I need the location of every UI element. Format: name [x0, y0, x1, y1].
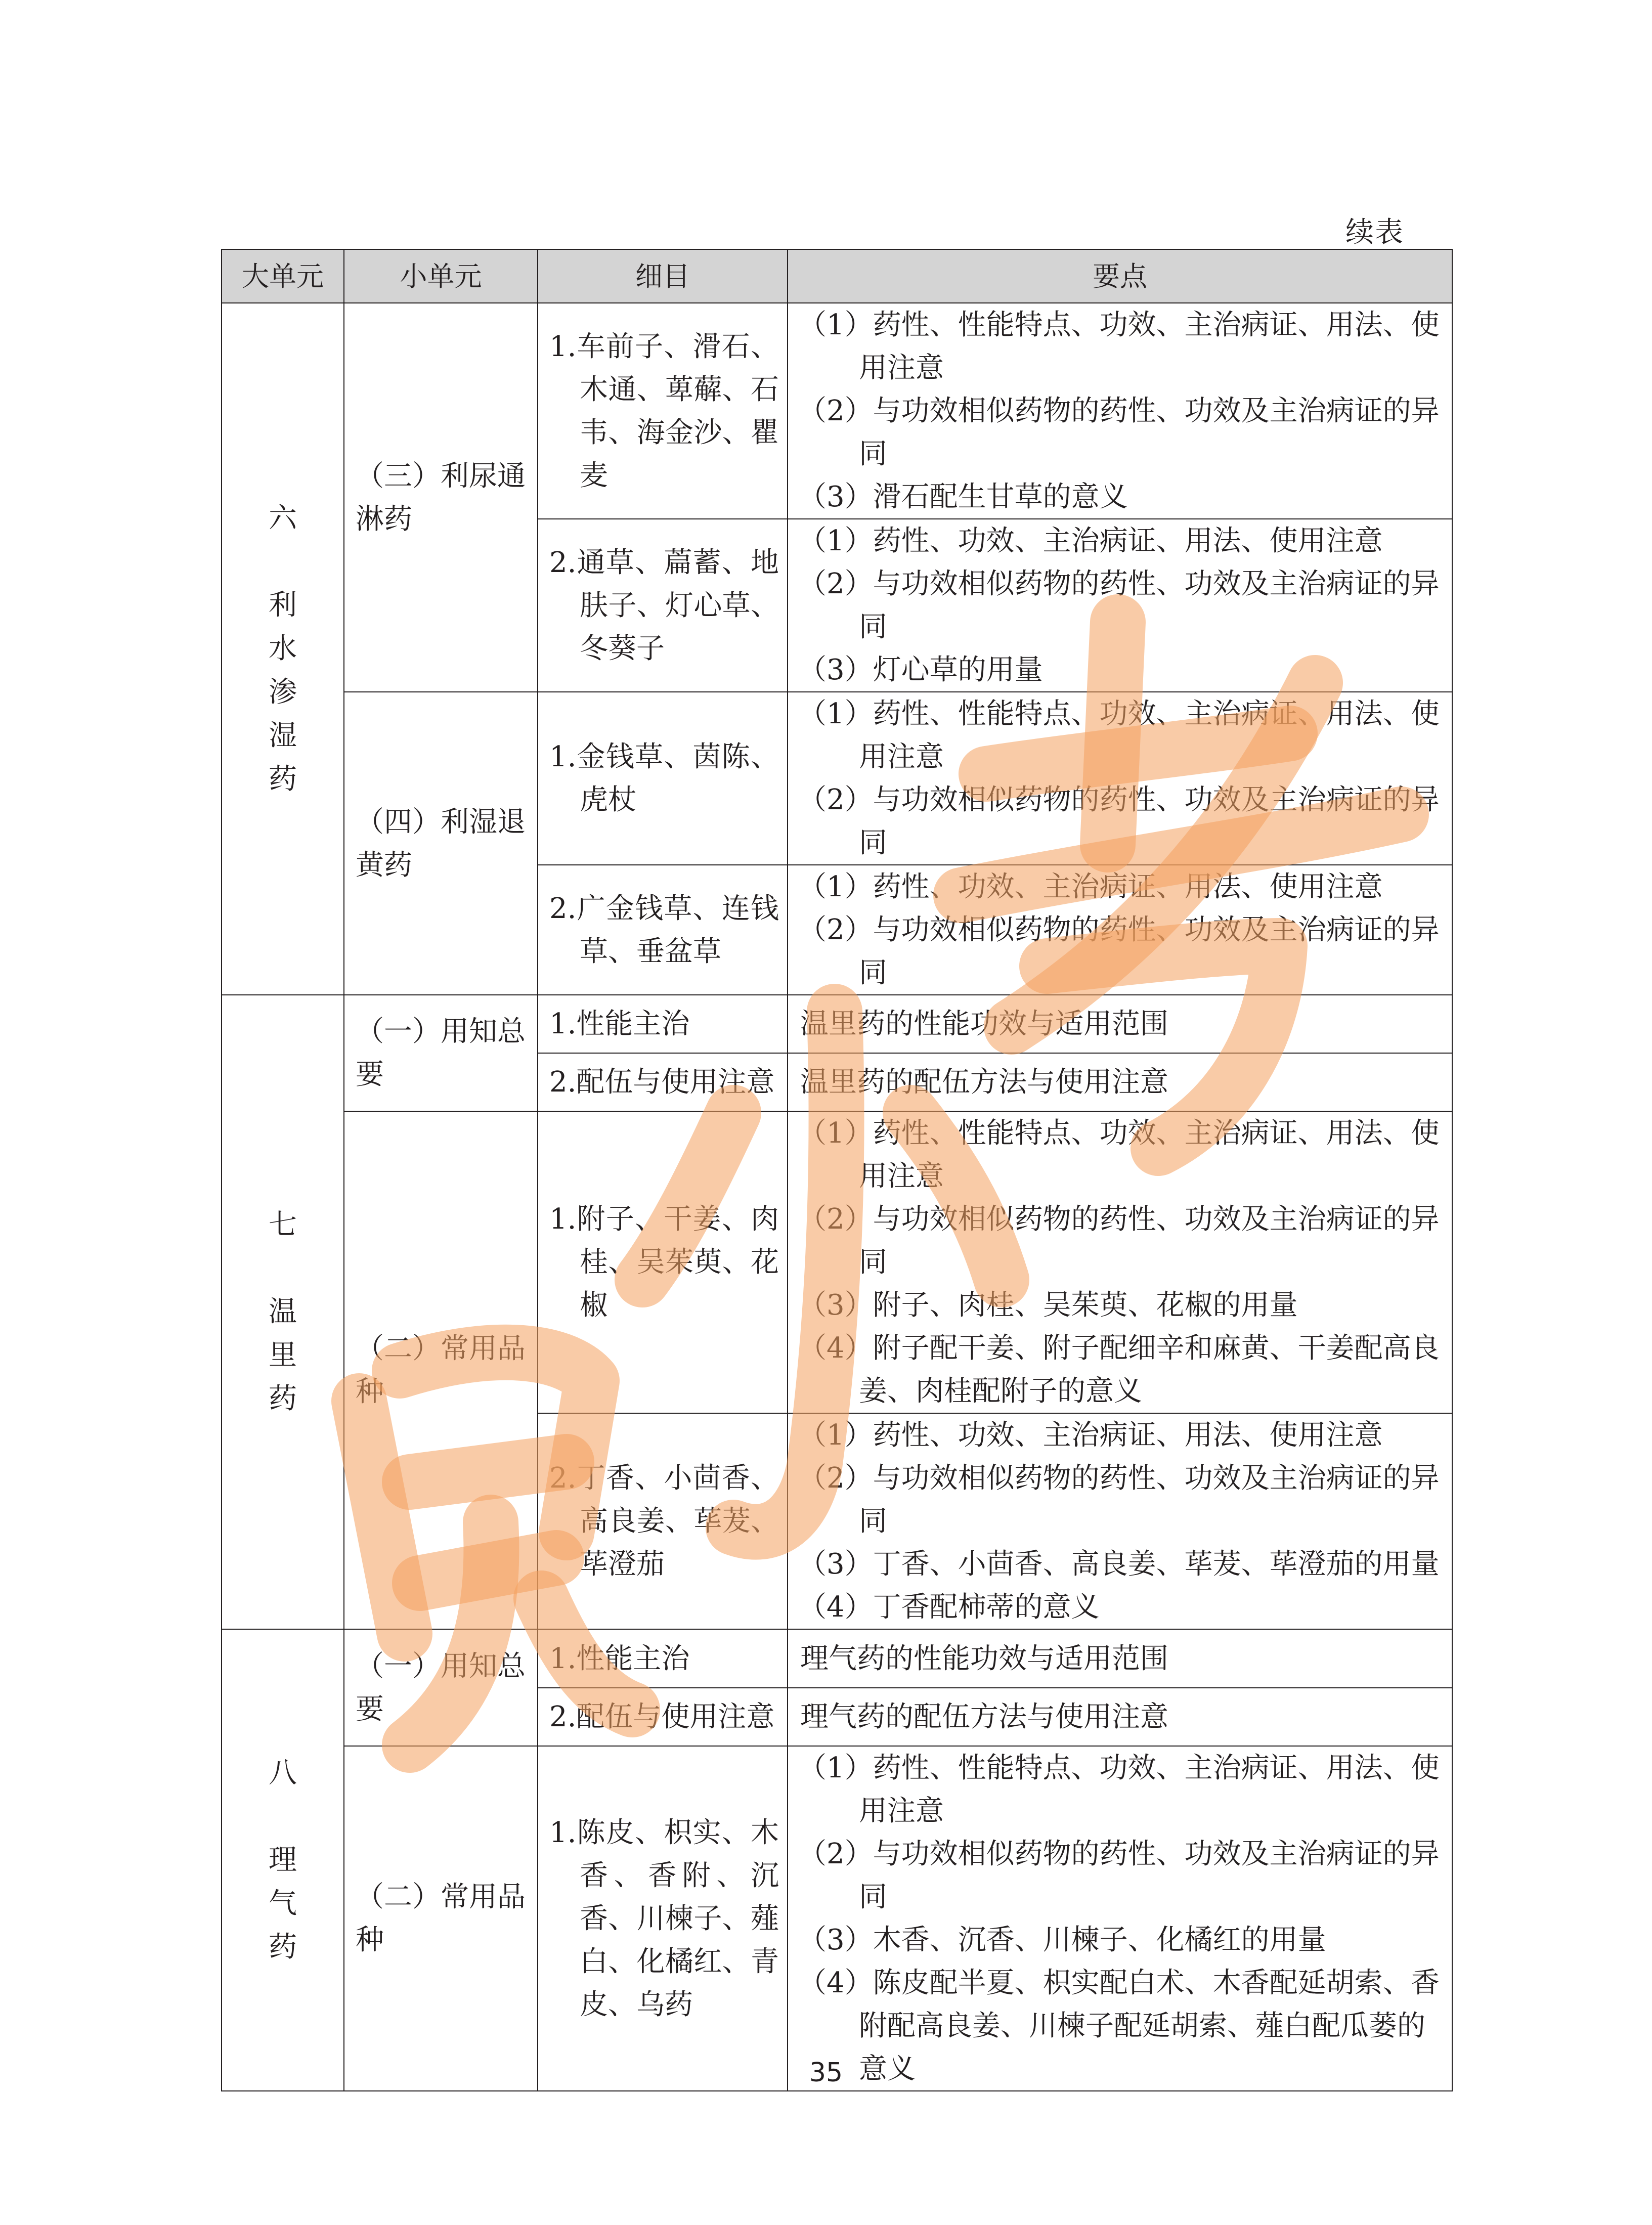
table-row — [222, 995, 1452, 1053]
minor-unit-name: （二）常用品种 — [356, 1881, 526, 1956]
page-number: 35 — [809, 2058, 843, 2088]
points-cell — [788, 1688, 1452, 1746]
major-unit-cell — [222, 995, 344, 1629]
major-unit-cell — [222, 303, 344, 995]
key-point: （2）与功效相似药物的药性、功效及主治病证的异同 — [798, 783, 1440, 859]
key-point: （1）药性、性能特点、功效、主治病证、用法、使用注意 — [798, 1752, 1440, 1827]
key-point: （3）丁香、小茴香、高良姜、荜茇、荜澄茄的用量 — [798, 1548, 1440, 1581]
minor-unit-cell — [344, 692, 538, 995]
points-cell — [788, 692, 1452, 865]
major-unit-number: 八 — [269, 1756, 297, 1790]
header-key-points: 要点 — [788, 249, 1452, 303]
key-point: （2）与功效相似药物的药性、功效及主治病证的异同 — [798, 1838, 1440, 1913]
minor-unit-name: （四）利湿退黄药 — [356, 805, 526, 882]
table-row — [222, 692, 1452, 865]
key-point: （2）与功效相似药物的药性、功效及主治病证的异同 — [798, 1203, 1440, 1279]
major-unit-number: 六 — [269, 502, 297, 535]
key-point: （4）丁香配柿蒂的意义 — [798, 1591, 1100, 1624]
item-cell — [538, 1688, 788, 1746]
key-point: （2）与功效相似药物的药性、功效及主治病证的异同 — [798, 568, 1440, 643]
points-cell — [788, 519, 1452, 692]
key-point: （1）药性、功效、主治病证、用法、使用注意 — [798, 1419, 1383, 1452]
key-point: 理气药的配伍方法与使用注意 — [800, 1700, 1168, 1733]
item-name: 1.性能主治 — [549, 1642, 690, 1675]
minor-unit-cell — [344, 1111, 538, 1629]
major-unit-name: 利水渗湿药 — [269, 589, 297, 796]
key-point: （1）药性、性能特点、功效、主治病证、用法、使用注意 — [798, 309, 1440, 384]
major-unit-name: 温里药 — [269, 1295, 297, 1415]
item-name: 2.配伍与使用注意 — [549, 1066, 775, 1099]
item-cell — [538, 995, 788, 1053]
table-row — [222, 1746, 1452, 2091]
key-point: （3）灯心草的用量 — [798, 653, 1043, 686]
key-point: （2）与功效相似药物的药性、功效及主治病证的异同 — [798, 913, 1440, 989]
major-unit-cell — [222, 1629, 344, 2091]
points-cell — [788, 303, 1452, 519]
minor-unit-name: （一）用知总要 — [356, 1015, 526, 1091]
key-point: （1）药性、性能特点、功效、主治病证、用法、使用注意 — [798, 697, 1440, 773]
major-unit-number: 七 — [269, 1208, 297, 1241]
points-cell — [788, 1629, 1452, 1688]
table-row — [222, 303, 1452, 519]
points-cell — [788, 1111, 1452, 1413]
item-name: 2.丁香、小茴香、高良姜、荜茇、荜澄茄 — [549, 1462, 779, 1581]
key-point: 温里药的性能功效与适用范围 — [800, 1008, 1168, 1040]
item-cell — [538, 1629, 788, 1688]
item-name: 2.配伍与使用注意 — [549, 1700, 775, 1733]
key-point: （4）陈皮配半夏、枳实配白术、木香配延胡索、香附配高良姜、川楝子配延胡索、薤白配瓜蒌的意义 — [798, 1967, 1440, 2085]
key-point: （4）附子配干姜、附子配细辛和麻黄、干姜配高良姜、肉桂配附子的意义 — [798, 1332, 1440, 1408]
item-name: 2.广金钱草、连钱草、垂盆草 — [549, 892, 779, 968]
points-cell — [788, 995, 1452, 1053]
item-name: 1.陈皮、枳实、木香、香附、沉香、川楝子、薤白、化橘红、青皮、乌药 — [549, 1816, 779, 2021]
key-point: （3）木香、沉香、川楝子、化橘红的用量 — [798, 1924, 1326, 1956]
key-point: （1）药性、功效、主治病证、用法、使用注意 — [798, 525, 1383, 557]
minor-unit-cell — [344, 303, 538, 692]
table-row — [222, 1629, 1452, 1688]
key-point: （1）药性、性能特点、功效、主治病证、用法、使用注意 — [798, 1117, 1440, 1193]
minor-unit-name: （三）利尿通淋药 — [356, 459, 526, 536]
major-unit-name: 理气药 — [269, 1843, 297, 1964]
item-name: 2.通草、萹蓄、地肤子、灯心草、冬葵子 — [549, 546, 779, 665]
key-point: （1）药性、功效、主治病证、用法、使用注意 — [798, 870, 1383, 903]
minor-unit-name: （二）常用品种 — [356, 1332, 526, 1408]
points-cell — [788, 1746, 1452, 2091]
item-cell — [538, 1053, 788, 1111]
item-cell — [538, 303, 788, 519]
item-name: 1.性能主治 — [549, 1008, 690, 1040]
minor-unit-cell — [344, 995, 538, 1111]
syllabus-table — [221, 249, 1453, 2091]
points-cell — [788, 1413, 1452, 1629]
points-cell — [788, 1053, 1452, 1111]
item-name: 1.金钱草、茵陈、虎杖 — [549, 740, 779, 816]
points-cell — [788, 865, 1452, 995]
key-point: （3）附子、肉桂、吴茱萸、花椒的用量 — [798, 1289, 1298, 1322]
item-name: 1.附子、干姜、肉桂、吴茱萸、花椒 — [549, 1203, 779, 1322]
header-minor-unit: 小单元 — [344, 249, 538, 303]
key-point: （2）与功效相似药物的药性、功效及主治病证的异同 — [798, 1462, 1440, 1538]
header-item: 细目 — [538, 249, 788, 303]
key-point: （2）与功效相似药物的药性、功效及主治病证的异同 — [798, 395, 1440, 470]
continued-table-label: 续表 — [1345, 216, 1404, 249]
item-name: 1.车前子、滑石、木通、萆薢、石韦、海金沙、瞿麦 — [549, 330, 779, 492]
header-major-unit: 大单元 — [222, 249, 344, 303]
item-cell — [538, 692, 788, 865]
key-point: （3）滑石配生甘草的意义 — [798, 481, 1128, 513]
minor-unit-cell — [344, 1629, 538, 1746]
item-cell — [538, 1413, 788, 1629]
minor-unit-name: （一）用知总要 — [356, 1649, 526, 1726]
table-header-row — [222, 249, 1452, 303]
item-cell — [538, 865, 788, 995]
key-point: 理气药的性能功效与适用范围 — [800, 1642, 1168, 1675]
item-cell — [538, 1746, 788, 2091]
key-point: 温里药的配伍方法与使用注意 — [800, 1066, 1168, 1099]
minor-unit-cell — [344, 1746, 538, 2091]
table-row — [222, 1111, 1452, 1413]
item-cell — [538, 1111, 788, 1413]
item-cell — [538, 519, 788, 692]
